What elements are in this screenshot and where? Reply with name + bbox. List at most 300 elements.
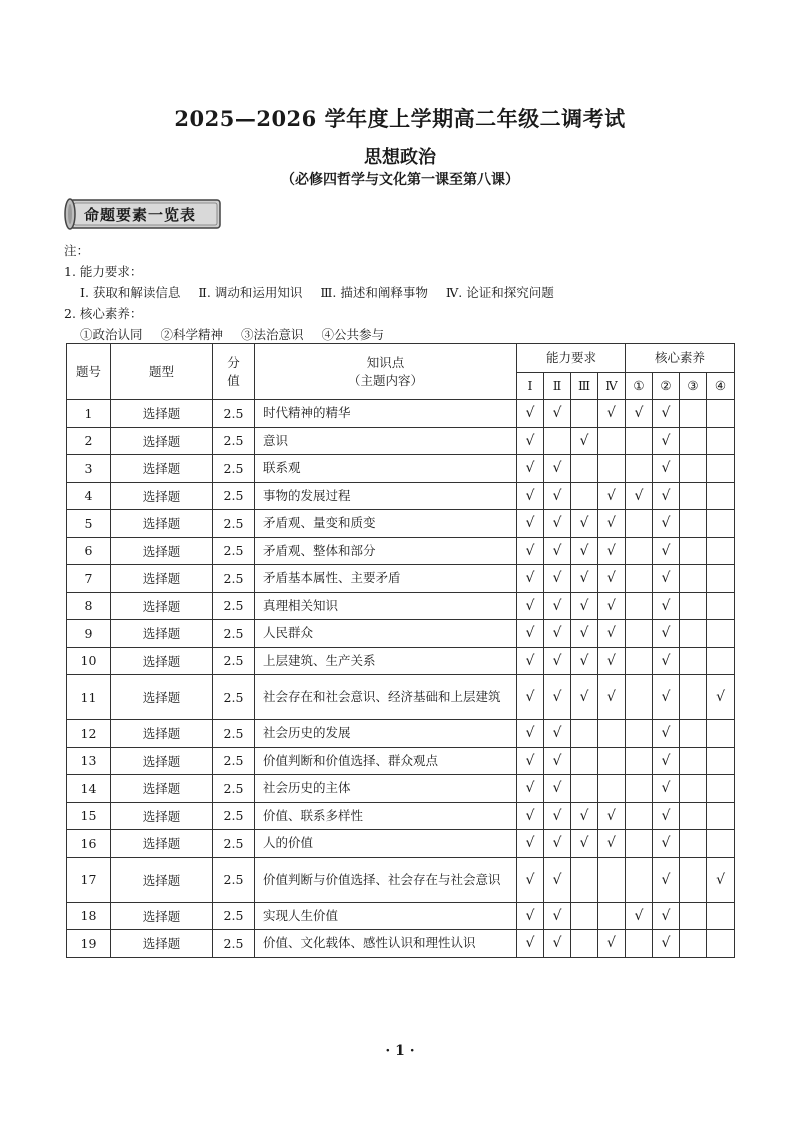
question-number: 16 (67, 830, 111, 858)
check-mark: √ (661, 835, 671, 852)
ability-mark-cell (517, 400, 544, 428)
question-type: 选择题 (111, 857, 213, 902)
question-type: 选择题 (111, 720, 213, 748)
question-type: 选择题 (111, 455, 213, 483)
ability-mark-cell (517, 802, 544, 830)
check-mark: √ (525, 542, 535, 559)
question-score: 2.5 (213, 720, 255, 748)
literacy-mark-cell (707, 930, 735, 958)
literacy-mark-cell (626, 720, 653, 748)
check-mark: √ (552, 405, 562, 422)
question-number: 17 (67, 857, 111, 902)
ability-mark-cell (517, 902, 544, 930)
question-topic: 人的价值 (255, 830, 517, 858)
ability-mark-cell (571, 720, 598, 748)
literacy-mark-cell (626, 592, 653, 620)
ability-mark-cell (598, 455, 626, 483)
ability-mark-cell (571, 747, 598, 775)
literacy-mark-cell (680, 427, 707, 455)
question-type: 选择题 (111, 537, 213, 565)
check-mark: √ (579, 652, 589, 669)
check-mark: √ (525, 625, 535, 642)
ability-mark-cell (517, 720, 544, 748)
check-mark: √ (525, 871, 535, 888)
literacy-mark-cell (653, 565, 680, 593)
header-type: 题型 (111, 344, 213, 400)
literacy-mark-cell (653, 620, 680, 648)
question-type: 选择题 (111, 747, 213, 775)
check-mark: √ (525, 689, 535, 705)
check-mark: √ (525, 597, 535, 614)
table-body (67, 400, 735, 958)
check-mark: √ (552, 570, 562, 587)
ability-mark-cell (571, 857, 598, 902)
ability-mark-cell (598, 647, 626, 675)
question-number: 1 (67, 400, 111, 428)
ability-mark-cell (598, 902, 626, 930)
question-type: 选择题 (111, 482, 213, 510)
ability-mark-cell (598, 930, 626, 958)
literacy-mark-cell (653, 830, 680, 858)
literacy-mark-cell (653, 455, 680, 483)
table-row (67, 620, 735, 648)
question-score: 2.5 (213, 565, 255, 593)
table-row (67, 747, 735, 775)
literacy-mark-cell (680, 747, 707, 775)
literacy-mark-cell (707, 747, 735, 775)
ability-mark-cell (517, 930, 544, 958)
question-score: 2.5 (213, 747, 255, 775)
ability-mark-cell (544, 720, 571, 748)
literacy-mark-cell (680, 830, 707, 858)
ability-mark-cell (598, 565, 626, 593)
header-literacy-col: ② (653, 373, 680, 400)
literacy-mark-cell (680, 482, 707, 510)
question-number: 18 (67, 902, 111, 930)
page-number: · 1 · (385, 1043, 415, 1059)
check-mark: √ (607, 405, 616, 422)
literacy-mark-cell (707, 455, 735, 483)
check-mark: √ (552, 935, 562, 952)
check-mark: √ (661, 597, 671, 614)
literacy-mark-cell (653, 775, 680, 803)
question-spec-table (66, 343, 735, 958)
check-mark: √ (552, 542, 562, 559)
question-type: 选择题 (111, 592, 213, 620)
literacy-mark-cell (626, 930, 653, 958)
ability-mark-cell (544, 455, 571, 483)
ability-mark-cell (517, 455, 544, 483)
check-mark: √ (552, 597, 562, 614)
literacy-list (64, 324, 554, 345)
ability-mark-cell (517, 857, 544, 902)
table-row (67, 720, 735, 748)
literacy-mark-cell (707, 427, 735, 455)
ability-mark-cell (571, 455, 598, 483)
question-topic: 真理相关知识 (255, 592, 517, 620)
question-type: 选择题 (111, 775, 213, 803)
question-topic: 人民群众 (255, 620, 517, 648)
question-score: 2.5 (213, 830, 255, 858)
check-mark: √ (525, 570, 535, 587)
table-row (67, 592, 735, 620)
ability-mark-cell (571, 647, 598, 675)
question-number: 19 (67, 930, 111, 958)
literacy-mark-cell (707, 592, 735, 620)
literacy-mark-cell (680, 647, 707, 675)
literacy-mark-cell (680, 902, 707, 930)
question-number: 15 (67, 802, 111, 830)
exam-scope: （必修四哲学与文化第一课至第八课） (281, 172, 519, 188)
header-knowledge-line1: 知识点 (366, 354, 405, 370)
question-topic: 价值、文化载体、感性认识和理性认识 (255, 930, 517, 958)
check-mark: √ (579, 689, 589, 705)
check-mark: √ (661, 625, 671, 642)
question-score: 2.5 (213, 930, 255, 958)
check-mark: √ (607, 935, 616, 952)
literacy-item: ②科学精神 (160, 327, 224, 342)
literacy-mark-cell (653, 675, 680, 720)
question-score: 2.5 (213, 537, 255, 565)
literacy-mark-cell (626, 482, 653, 510)
question-score: 2.5 (213, 802, 255, 830)
ability-mark-cell (544, 592, 571, 620)
ability-mark-cell (598, 592, 626, 620)
literacy-mark-cell (626, 427, 653, 455)
check-mark: √ (579, 597, 589, 614)
check-mark: √ (525, 935, 535, 952)
check-mark: √ (552, 835, 562, 852)
ability-mark-cell (598, 675, 626, 720)
check-mark: √ (552, 652, 562, 669)
check-mark: √ (552, 807, 562, 824)
check-mark: √ (661, 725, 671, 742)
question-topic: 价值判断与价值选择、社会存在与社会意识 (255, 857, 517, 902)
literacy-mark-cell (626, 565, 653, 593)
literacy-mark-cell (680, 802, 707, 830)
question-topic: 事物的发展过程 (255, 482, 517, 510)
question-type: 选择题 (111, 830, 213, 858)
ability-mark-cell (544, 537, 571, 565)
question-score: 2.5 (213, 482, 255, 510)
ability-mark-cell (544, 482, 571, 510)
check-mark: √ (552, 871, 562, 888)
question-topic: 实现人生价值 (255, 902, 517, 930)
ability-mark-cell (544, 647, 571, 675)
ability-mark-cell (544, 775, 571, 803)
check-mark: √ (552, 689, 562, 705)
ability-heading: 1. 能力要求： (64, 264, 143, 279)
check-mark: √ (661, 652, 671, 669)
check-mark: √ (552, 725, 562, 742)
question-type: 选择题 (111, 620, 213, 648)
ability-mark-cell (598, 620, 626, 648)
check-mark: √ (525, 652, 535, 669)
header-literacy-col: ① (626, 373, 653, 400)
literacy-mark-cell (680, 620, 707, 648)
ability-mark-cell (598, 857, 626, 902)
literacy-mark-cell (707, 720, 735, 748)
check-mark: √ (634, 405, 644, 422)
question-topic: 联系观 (255, 455, 517, 483)
question-type: 选择题 (111, 802, 213, 830)
question-number: 4 (67, 482, 111, 510)
header-ability: 能力要求 (517, 344, 626, 373)
ability-mark-cell (598, 510, 626, 538)
ability-mark-cell (571, 565, 598, 593)
question-score: 2.5 (213, 427, 255, 455)
check-mark: √ (552, 515, 562, 532)
question-topic: 时代精神的精华 (255, 400, 517, 428)
check-mark: √ (552, 752, 562, 769)
question-type: 选择题 (111, 400, 213, 428)
question-topic: 社会存在和社会意识、经济基础和上层建筑 (255, 675, 517, 720)
ability-mark-cell (571, 830, 598, 858)
check-mark: √ (634, 487, 644, 504)
literacy-mark-cell (680, 400, 707, 428)
check-mark: √ (607, 689, 616, 705)
check-mark: √ (607, 487, 616, 504)
literacy-mark-cell (653, 510, 680, 538)
question-topic: 矛盾观、整体和部分 (255, 537, 517, 565)
literacy-mark-cell (626, 675, 653, 720)
ability-mark-cell (571, 510, 598, 538)
literacy-mark-cell (653, 930, 680, 958)
ability-mark-cell (571, 802, 598, 830)
literacy-mark-cell (707, 510, 735, 538)
ability-item: Ⅰ. 获取和解读信息 (80, 285, 181, 300)
ability-mark-cell (517, 482, 544, 510)
question-topic: 矛盾观、量变和质变 (255, 510, 517, 538)
literacy-mark-cell (707, 537, 735, 565)
literacy-mark-cell (707, 400, 735, 428)
check-mark: √ (579, 542, 589, 559)
literacy-mark-cell (653, 720, 680, 748)
literacy-mark-cell (707, 565, 735, 593)
ability-mark-cell (544, 930, 571, 958)
literacy-mark-cell (707, 620, 735, 648)
check-mark: √ (661, 515, 671, 532)
check-mark: √ (607, 515, 616, 532)
literacy-mark-cell (680, 775, 707, 803)
check-mark: √ (661, 460, 671, 477)
table-row (67, 482, 735, 510)
ability-mark-cell (544, 675, 571, 720)
question-score: 2.5 (213, 400, 255, 428)
literacy-mark-cell (680, 510, 707, 538)
ability-item: Ⅲ. 描述和阐释事物 (320, 285, 428, 300)
check-mark: √ (607, 835, 616, 852)
check-mark: √ (552, 487, 562, 504)
check-mark: √ (661, 935, 671, 952)
question-topic: 意识 (255, 427, 517, 455)
check-mark: √ (607, 597, 616, 614)
ability-mark-cell (571, 902, 598, 930)
check-mark: √ (661, 432, 671, 449)
check-mark: √ (661, 807, 671, 824)
header-score-line2: 值 (227, 372, 240, 388)
ability-mark-cell (544, 427, 571, 455)
check-mark: √ (661, 542, 671, 559)
ability-mark-cell (598, 482, 626, 510)
header-ability-col: Ⅳ (598, 373, 626, 400)
ability-mark-cell (517, 565, 544, 593)
check-mark: √ (661, 570, 671, 587)
literacy-mark-cell (626, 647, 653, 675)
question-number: 10 (67, 647, 111, 675)
ability-mark-cell (571, 775, 598, 803)
literacy-mark-cell (680, 720, 707, 748)
literacy-mark-cell (626, 775, 653, 803)
check-mark: √ (525, 780, 535, 797)
check-mark: √ (579, 432, 589, 449)
literacy-mark-cell (626, 537, 653, 565)
ability-item: Ⅱ. 调动和运用知识 (198, 285, 303, 300)
ability-mark-cell (544, 400, 571, 428)
header-ability-col: Ⅱ (544, 373, 571, 400)
ability-mark-cell (571, 400, 598, 428)
question-score: 2.5 (213, 510, 255, 538)
ability-mark-cell (517, 675, 544, 720)
question-type: 选择题 (111, 510, 213, 538)
question-score: 2.5 (213, 455, 255, 483)
table-row (67, 647, 735, 675)
literacy-mark-cell (653, 537, 680, 565)
ability-mark-cell (571, 675, 598, 720)
literacy-item: ④公共参与 (321, 327, 385, 342)
literacy-mark-cell (626, 747, 653, 775)
question-number: 5 (67, 510, 111, 538)
ability-mark-cell (571, 482, 598, 510)
literacy-mark-cell (707, 675, 735, 720)
ability-mark-cell (517, 427, 544, 455)
check-mark: √ (525, 487, 535, 504)
ability-mark-cell (544, 747, 571, 775)
check-mark: √ (716, 871, 725, 888)
check-mark: √ (607, 542, 616, 559)
ability-mark-cell (517, 830, 544, 858)
check-mark: √ (607, 807, 616, 824)
literacy-mark-cell (626, 802, 653, 830)
ability-mark-cell (598, 802, 626, 830)
check-mark: √ (525, 835, 535, 852)
literacy-mark-cell (707, 482, 735, 510)
header-score-line1: 分 (227, 354, 240, 370)
table-row (67, 930, 735, 958)
table-row (67, 857, 735, 902)
literacy-mark-cell (626, 830, 653, 858)
table-row (67, 400, 735, 428)
table-row (67, 565, 735, 593)
table-row (67, 902, 735, 930)
question-topic: 上层建筑、生产关系 (255, 647, 517, 675)
note-label: 注： (64, 243, 90, 258)
question-number: 12 (67, 720, 111, 748)
banner-title: 命题要素一览表 (84, 206, 197, 224)
ability-mark-cell (598, 747, 626, 775)
ability-mark-cell (571, 427, 598, 455)
literacy-mark-cell (707, 830, 735, 858)
question-type: 选择题 (111, 427, 213, 455)
check-mark: √ (525, 807, 535, 824)
check-mark: √ (661, 780, 671, 797)
ability-mark-cell (571, 592, 598, 620)
question-score: 2.5 (213, 857, 255, 902)
table-row (67, 427, 735, 455)
literacy-mark-cell (707, 857, 735, 902)
literacy-mark-cell (680, 565, 707, 593)
check-mark: √ (579, 835, 589, 852)
notes-section (64, 240, 554, 345)
ability-mark-cell (544, 902, 571, 930)
literacy-mark-cell (680, 930, 707, 958)
header-literacy-col: ③ (680, 373, 707, 400)
check-mark: √ (525, 725, 535, 742)
literacy-mark-cell (707, 775, 735, 803)
ability-mark-cell (571, 930, 598, 958)
table-row (67, 775, 735, 803)
table-row (67, 675, 735, 720)
check-mark: √ (525, 432, 535, 449)
check-mark: √ (579, 570, 589, 587)
check-mark: √ (552, 460, 562, 477)
literacy-mark-cell (680, 455, 707, 483)
literacy-mark-cell (653, 747, 680, 775)
question-number: 6 (67, 537, 111, 565)
literacy-mark-cell (653, 427, 680, 455)
check-mark: √ (607, 652, 616, 669)
question-topic: 社会历史的发展 (255, 720, 517, 748)
literacy-item: ③法治意识 (241, 327, 304, 342)
exam-subject: 思想政治 (364, 147, 436, 168)
ability-mark-cell (544, 620, 571, 648)
question-type: 选择题 (111, 902, 213, 930)
question-score: 2.5 (213, 620, 255, 648)
check-mark: √ (661, 487, 671, 504)
ability-mark-cell (517, 775, 544, 803)
question-type: 选择题 (111, 647, 213, 675)
literacy-mark-cell (680, 675, 707, 720)
ability-mark-cell (598, 400, 626, 428)
question-topic: 价值判断和价值选择、群众观点 (255, 747, 517, 775)
question-number: 9 (67, 620, 111, 648)
check-mark: √ (579, 515, 589, 532)
literacy-mark-cell (626, 620, 653, 648)
ability-mark-cell (517, 592, 544, 620)
check-mark: √ (552, 625, 562, 642)
question-score: 2.5 (213, 647, 255, 675)
question-topic: 矛盾基本属性、主要矛盾 (255, 565, 517, 593)
ability-mark-cell (517, 537, 544, 565)
question-type: 选择题 (111, 930, 213, 958)
ability-item: Ⅳ. 论证和探究问题 (445, 285, 554, 300)
question-number: 3 (67, 455, 111, 483)
literacy-mark-cell (626, 857, 653, 902)
check-mark: √ (661, 752, 671, 769)
literacy-mark-cell (626, 400, 653, 428)
ability-mark-cell (598, 775, 626, 803)
literacy-mark-cell (653, 592, 680, 620)
check-mark: √ (525, 515, 535, 532)
literacy-mark-cell (626, 902, 653, 930)
header-knowledge (255, 344, 517, 400)
ability-mark-cell (544, 565, 571, 593)
ability-mark-cell (571, 537, 598, 565)
ability-mark-cell (517, 510, 544, 538)
check-mark: √ (525, 752, 535, 769)
literacy-mark-cell (626, 510, 653, 538)
check-mark: √ (661, 689, 671, 705)
